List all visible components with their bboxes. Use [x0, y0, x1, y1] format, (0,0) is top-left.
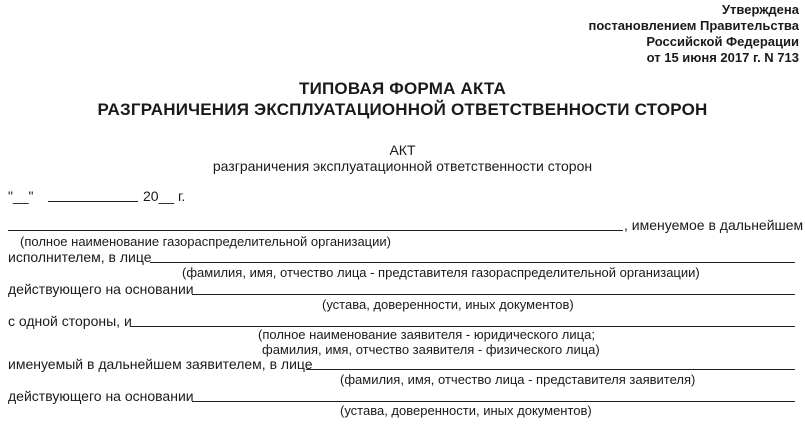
executor-label: исполнителем, в лице [8, 249, 152, 265]
basis1-label: действующего на основании [8, 281, 194, 297]
side-hint-2: фамилия, имя, отчество заявителя - физического лица) [262, 342, 600, 357]
org-hint: (полное наименование газораспределительной организации) [20, 234, 391, 249]
basis1-blank[interactable] [192, 294, 795, 295]
act-subheading: разграничения эксплуатационной ответственности сторон [212, 158, 593, 174]
act-heading: АКТ [389, 142, 416, 158]
side-label: с одной стороны, и [8, 313, 132, 329]
approval-line-3: Российской Федерации [646, 34, 799, 49]
org-name-blank[interactable] [8, 230, 623, 231]
approval-line-2: постановлением Правительства [588, 18, 799, 33]
applicant-hint: (фамилия, имя, отчество лица - представителя заявителя) [340, 372, 696, 387]
executor-hint: (фамилия, имя, отчество лица - представителя газораспределительной организации) [182, 265, 700, 280]
applicant-rep-blank[interactable] [306, 369, 795, 370]
basis1-hint: (устава, доверенности, иных документов) [322, 297, 574, 312]
basis2-hint: (устава, доверенности, иных документов) [340, 403, 592, 418]
approval-line-1: Утверждена [721, 2, 799, 17]
approval-stamp [588, 2, 799, 66]
basis2-blank[interactable] [192, 401, 795, 402]
date-day: "__" [8, 188, 34, 204]
document-title-line-1: ТИПОВАЯ ФОРМА АКТА [299, 79, 506, 98]
executor-blank[interactable] [150, 262, 795, 263]
basis2-label: действующего на основании [8, 388, 194, 404]
side-hint-1: (полное наименование заявителя - юридического лица; [258, 327, 595, 342]
date-year: 20__ г. [143, 188, 186, 204]
applicant-label: именуемый в дальнейшем заявителем, в лице [8, 356, 313, 372]
approval-line-4: от 15 июня 2017 г. N 713 [646, 50, 799, 65]
org-suffix: , именуемое в дальнейшем [624, 217, 804, 233]
document-title-line-2: РАЗГРАНИЧЕНИЯ ЭКСПЛУАТАЦИОННОЙ ОТВЕТСТВЕННОСТИ СТОРОН [97, 100, 708, 119]
date-month-blank[interactable] [48, 201, 138, 202]
